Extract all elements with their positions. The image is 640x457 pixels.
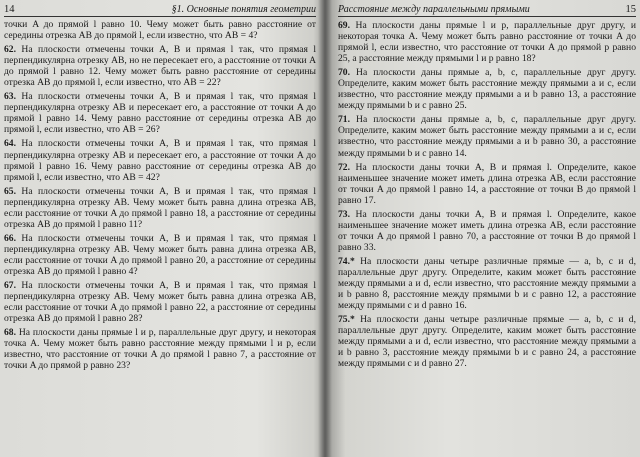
problem-item (4, 186, 316, 230)
problem-item (338, 114, 636, 158)
problem-number: 66. (4, 232, 16, 244)
problem-text: На плоскости отмечены точки A, B и прямая l так, что прямая l перпендикулярна отрезку AB. Чему может быть равна длина отрезка AB, если расстояние от точки A до прямой l равно 18, а расстояние от середины отрезка AB до прямой l равно 11? (4, 185, 316, 230)
problem-number: 73. (338, 208, 350, 220)
right-running-title: Расстояние между параллельными прямыми (338, 4, 530, 15)
problem-item (338, 162, 636, 206)
problem-number: 69. (338, 20, 350, 31)
problem-text: На плоскости даны прямые l и p, параллельные друг другу, и некоторая точка A. Чему может быть равно расстояние между прямыми l и p, если известно, что расстояние от точки A до прямой l равно 7, а расстояние от точки A до прямой p равно 23? (4, 327, 316, 372)
problem-text: На плоскости даны четыре различные прямые — a, b, c и d, параллельные друг другу. Определите, каким может быть расстояние между прямыми a и d, если известно, что расстояние между прямыми a и b равно 3, расстояние между прямыми b и c равно 24, а расстояние между прямыми c и d равно 27. (338, 314, 636, 370)
problem-item (338, 20, 636, 64)
problem-text: На плоскости даны точки A, B и прямая l. Определите, какое наименьшее значение может иметь длина отрезка AB, если расстояние от точки A до прямой l равно 14, а расстояние от точки B до прямой l равно 17. (338, 161, 636, 206)
problem-item (4, 138, 316, 182)
problem-number: 72. (338, 161, 350, 173)
left-running-title: §1. Основные понятия геометрии (171, 4, 316, 15)
problem-text: На плоскости отмечены точки A, B и прямая l так, что прямая l перпендикулярна отрезку AB и пересекает его, а расстояние от точки A до прямой l равно 16. Чему равно расстояние от середины отрезка AB до прямой l, если известно, что AB = 42? (4, 138, 316, 183)
problem-item (4, 280, 316, 324)
left-page-number: 14 (4, 4, 15, 15)
problem-number: 64. (4, 138, 16, 150)
problem-text: На плоскости даны прямые a, b, c, параллельные друг другу. Определите, каким может быть расстояние между прямыми a и c, если известно, что расстояние между прямыми a и b равно 13, а расстояние между прямыми b и c равно 25. (338, 67, 636, 112)
problem-number: 65. (4, 185, 16, 197)
problem-number: 68. (4, 327, 16, 339)
problem-item (4, 91, 316, 135)
problem-item (4, 233, 316, 277)
right-page (330, 0, 640, 457)
problem-text: На плоскости даны точки A, B и прямая l. Определите, какое наименьшее значение может иметь длина отрезка AB, если расстояние от точки A до прямой l равно 70, а расстояние от точки B до прямой l равно 33. (338, 208, 636, 253)
problem-item (338, 314, 636, 369)
problem-text: На плоскости даны четыре различные прямые — a, b, c и d, параллельные друг другу. Определите, каким может быть расстояние между прямыми a и d, если известно, что расстояние между прямыми a и b равно 8, расстояние между прямыми b и c равно 12, а расстояние между прямыми c и d равно 16. (338, 255, 636, 312)
problem-item (4, 44, 316, 88)
problem-number: 71. (338, 114, 350, 126)
problem-number: 63. (4, 91, 16, 103)
problem-text: На плоскости даны прямые a, b, c, параллельные друг другу. Определите, каким может быть расстояние между прямыми a и c, если известно, что расстояние между прямыми a и b равно 30, а расстояние между прямыми b и c равно 14. (338, 114, 636, 159)
problem-number: 74.* (338, 255, 355, 267)
problem-item (338, 67, 636, 111)
problem-text: На плоскости отмечены точки A, B и прямая l так, что прямая l перпендикулярна отрезку AB. Чему может быть равна длина отрезка AB, если расстояние от точки A до прямой l равно 20, а расстояние от середины отрезка AB до прямой l равно 4? (4, 232, 316, 277)
right-page-header (338, 4, 636, 17)
left-problem-list (4, 44, 316, 371)
problem-text: На плоскости даны прямые l и p, параллельные друг другу, и некоторая точка A. Чему может быть равно расстояние от точки A до прямой l, если известно, что расстояние от точки A до прямой p равно 25, а расстояние между прямыми l и p равно 18? (338, 20, 636, 65)
problem-item (338, 209, 636, 253)
left-page-header (4, 4, 316, 17)
right-problem-list (338, 20, 636, 369)
problem-number: 67. (4, 280, 16, 292)
right-page-number: 15 (625, 4, 636, 15)
problem-text: На плоскости отмечены точки A, B и прямая l так, что прямая l перпендикулярна отрезку AB. Чему может быть равна длина отрезка AB, если расстояние от точки A до прямой l равно 22, а расстояние от середины отрезка AB до прямой l равно 28? (4, 280, 316, 325)
problem-number: 62. (4, 44, 16, 56)
problem-item (4, 327, 316, 371)
continuation-text: точки A до прямой l равно 10. Чему может быть равно расстояние от середины отрезка AB до прямой l, если известно, что AB = 4? (4, 19, 316, 42)
problem-text: На плоскости отмечены точки A, B и прямая l так, что прямая l перпендикулярна отрезку AB и пересекает его, а расстояние от точки A до прямой l равно 14. Чему равно расстояние от середины отрезка AB до прямой l, если известно, что AB = 26? (4, 91, 316, 136)
problem-number: 70. (338, 67, 350, 79)
problem-item (338, 256, 636, 311)
problem-number: 75.* (338, 314, 355, 326)
problem-text: На плоскости отмечены точки A, B и прямая l так, что прямая l перпендикулярна отрезку AB, но не пересекает его, а расстояние от точки A до прямой l равно 12. Чему может быть равно расстояние от середины отрезка AB до прямой l, если известно, что AB = 22? (4, 44, 316, 89)
